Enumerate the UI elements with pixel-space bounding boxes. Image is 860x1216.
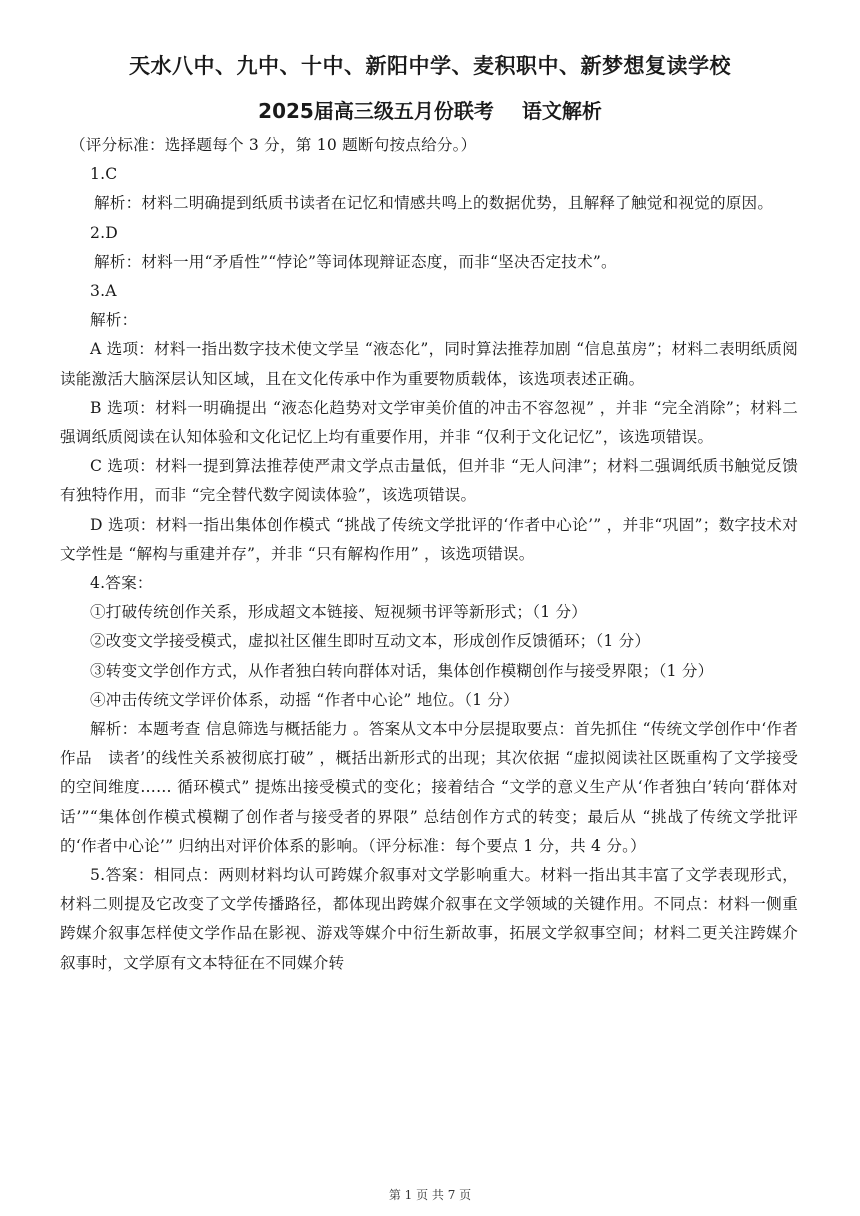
q4-answer-label: 4.答案： bbox=[90, 574, 153, 593]
q3-option-c: C 选项：材料一提到算法推荐使严肃文学点击量低，但并非 “无人问津”；材料二强调纸质书触觉反馈有独特作用，而非 “完全替代数字阅读体验”，该选项错误。 bbox=[60, 457, 798, 505]
q3-analysis-label: 解析： bbox=[90, 311, 138, 330]
q3-option-d: D 选项：材料一指出集体创作模式 “挑战了传统文学批评的‘作者中心论’” ，并非“巩固”；数字技术对文学性是 “解构与重建并存”，并非 “只有解构作用” ，该选项错误。 bbox=[60, 515, 798, 563]
q4-point-3: ③转变文学创作方式，从作者独白转向群体对话，集体创作模糊创作与接受界限；（1 分） bbox=[90, 661, 714, 680]
q4-point-1: ①打破传统创作关系，形成超文本链接、短视频书评等新形式；（1 分） bbox=[90, 603, 588, 622]
q3-option-b: B 选项：材料一明确提出 “液态化趋势对文学审美价值的冲击不容忽视” ，并非 “完全消除”；材料二强调纸质阅读在认知体验和文化记忆上均有重要作用，并非 “仅利于文化记忆”，该选项错误。 bbox=[60, 398, 798, 447]
exam-title: 2025届高三级五月份联考 bbox=[258, 99, 494, 123]
schools-title: 天水八中、九中、十中、新阳中学、麦积职中、新梦想复读学校 bbox=[129, 54, 731, 78]
subject-title: 语文解析 bbox=[521, 99, 602, 123]
q4-point-2: ②改变文学接受模式，虚拟社区催生即时互动文本，形成创作反馈循环；（1 分） bbox=[90, 632, 651, 651]
q4-point-4: ④冲击传统文学评价体系，动摇 “作者中心论” 地位。（1 分） bbox=[90, 690, 519, 709]
q1-analysis: 解析：材料二明确提到纸质书读者在记忆和情感共鸣上的数据优势，且解释了触觉和视觉的原因。 bbox=[94, 194, 774, 213]
q2-answer: 2.D bbox=[90, 223, 118, 242]
exam-title-line bbox=[0, 95, 860, 124]
q4-analysis: 解析：本题考查 信息筛选与概括能力 。答案从文本中分层提取要点：首先抓住 “传统文学创作中‘作者 作品 读者’的线性关系被彻底打破” ，概括出新形式的出现；其次依据 “虚拟阅读社区既重构了文学接受的空间维度…… 循环模式” 提炼出接受模式的变化；接着结合 “文学的意义生产从‘作者独白’转向‘群体对话’”“集体创作模式模糊了创作者与接受者的界限” 总结创作方式的转变；最后从 “挑战了传统文学批评的‘作者中心论’” 归纳出对评价体系的影响。（评分标准：每个要点 1 分，共 4 分。） bbox=[60, 720, 814, 855]
q1-answer: 1.C bbox=[90, 165, 118, 184]
q3-option-a: A 选项：材料一指出数字技术使文学呈 “液态化”，同时算法推荐加剧 “信息茧房”；材料二表明纸质阅读能激活大脑深层认知区域，且在文化传承中作为重要物质载体，该选项表述正确。 bbox=[60, 340, 798, 388]
answer-content bbox=[60, 131, 814, 978]
q2-analysis: 解析：材料一用“矛盾性”“悖论”等词体现辩证态度，而非“坚决否定技术”。 bbox=[94, 252, 617, 271]
q3-answer: 3.A bbox=[90, 282, 117, 301]
page-footer: 第 1 页 共 7 页 bbox=[388, 1188, 472, 1202]
q5-answer: 5.答案：相同点：两则材料均认可跨媒介叙事对文学影响重大。材料一指出其丰富了文学表现形式，材料二则提及它改变了文学传播路径，都体现出跨媒介叙事在文学领域的关键作用。不同点：材料一侧重跨媒介叙事怎样使文学作品在影视、游戏等媒介中衍生新故事，拓展文学叙事空间；材料二更关注跨媒介叙事时，文学原有文本特征在不同媒介转 bbox=[60, 866, 798, 972]
grading-note: （评分标准：选择题每个 3 分，第 10 题断句按点给分。） bbox=[70, 136, 477, 154]
